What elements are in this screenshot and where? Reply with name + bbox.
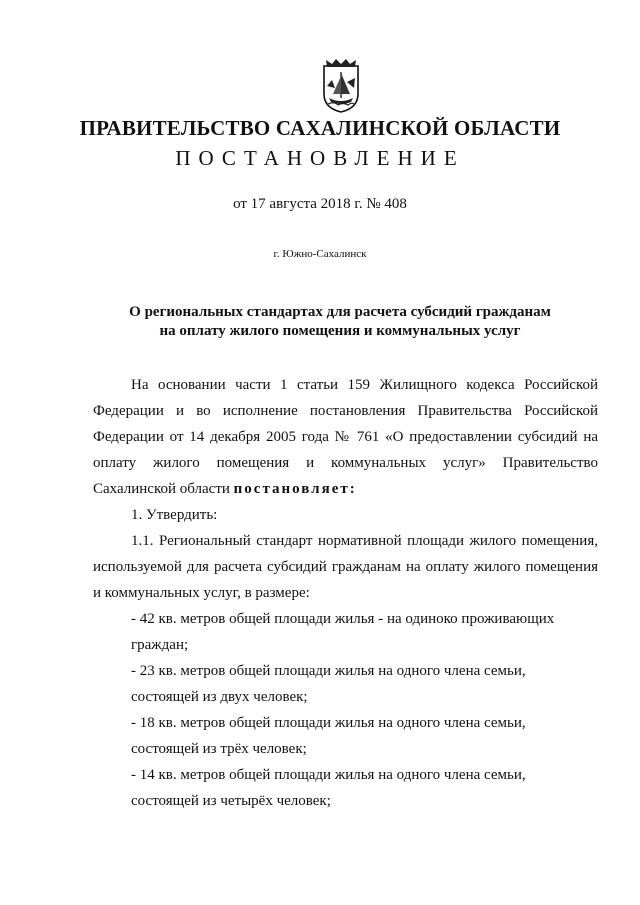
government-name: ПРАВИТЕЛЬСТВО САХАЛИНСКОЙ ОБЛАСТИ bbox=[79, 116, 561, 140]
list-item-first-line: - 42 кв. метров общей площади жилья - на одиноко проживающих bbox=[131, 611, 555, 627]
document-title-line-2: на оплату жилого помещения и коммунальных услуг bbox=[159, 323, 521, 339]
sakhalin-coat-of-arms-icon bbox=[322, 58, 360, 114]
list-item-continuation: состоящей из трёх человек; bbox=[131, 741, 307, 757]
preamble-text: На основании части 1 статьи 159 Жилищного кодекса Российской Федерации и во исполнение постановления Правительства Российской Федерации от 14 декабря 2005 года № 761 «О предоставлении субсидий на оплату жилого помещения и коммунальных услуг» Правительство Сахалинской области bbox=[93, 377, 598, 497]
list-item bbox=[93, 658, 598, 710]
document-body bbox=[93, 372, 598, 814]
document-place: г. Южно-Сахалинск bbox=[273, 248, 367, 260]
list-item-continuation: состоящей из четырёх человек; bbox=[131, 793, 331, 809]
list-item-continuation: состоящей из двух человек; bbox=[131, 689, 308, 705]
document-type: ПОСТАНОВЛЕНИЕ bbox=[175, 146, 465, 170]
item-1-1: 1.1. Региональный стандарт нормативной площади жилого помещения, используемой для расчета субсидий гражданам на оплату жилого помещения и коммунальных услуг, в размере: bbox=[93, 533, 598, 601]
list-item bbox=[93, 710, 598, 762]
item-1: 1. Утвердить: bbox=[131, 507, 218, 523]
decree-word: постановляет: bbox=[233, 481, 357, 497]
list-item bbox=[93, 762, 598, 814]
list-item-first-line: - 14 кв. метров общей площади жилья на одного члена семьи, bbox=[131, 767, 526, 783]
list-item-first-line: - 18 кв. метров общей площади жилья на одного члена семьи, bbox=[131, 715, 526, 731]
list-item-first-line: - 23 кв. метров общей площади жилья на одного члена семьи, bbox=[131, 663, 526, 679]
preamble-paragraph bbox=[93, 372, 598, 502]
document-title-line-1: О региональных стандартах для расчета субсидий гражданам bbox=[129, 304, 551, 320]
document-date-number: от 17 августа 2018 г. № 408 bbox=[233, 196, 407, 212]
list-item-continuation: граждан; bbox=[131, 637, 189, 653]
list-item bbox=[93, 606, 598, 658]
document-title bbox=[80, 303, 600, 341]
